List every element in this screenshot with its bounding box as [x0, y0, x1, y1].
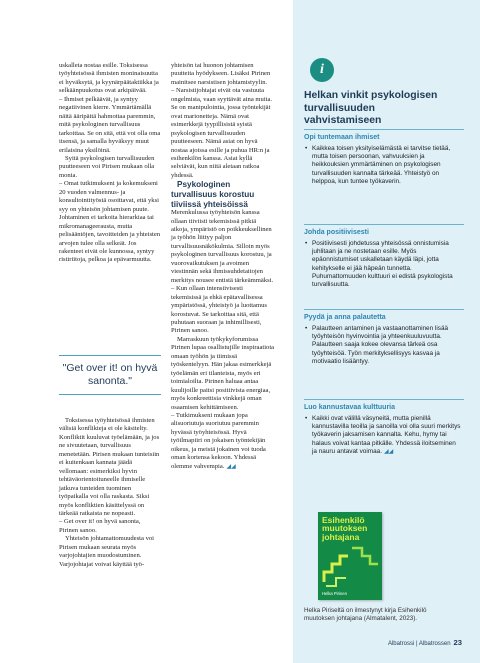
sidebar-section-heading: Luo kannustavaa kulttuuria [304, 404, 396, 411]
article-paragraph: Yhteisön johtamattomuudesta voi Pirisen mukaan seurata myös varjojohtajien muodostuminen. Varjojohtajat voivat käyttää työ- [59, 535, 155, 568]
divider [304, 309, 464, 310]
list-item [304, 415, 462, 456]
sidebar-list [304, 415, 462, 456]
end-mark-icon: ◢◢ [226, 462, 236, 470]
magazine-name: Albatrossi | Albatrossen [387, 641, 451, 647]
sidebar-section-heading: Johda positiivisesti [304, 229, 369, 236]
article-paragraph: – Get over it! on hyvä sanonta, Pirinen sanoo. [59, 518, 141, 534]
book-caption: Helka Piriseltä on ilmestynyt kirja Esihenkilö muutoksen johtajana (Almatalent, 2023). [304, 607, 427, 622]
article-paragraph: Toksisessa työyhteisössä ihmisten välisiä konflikteja ei ole käsitelty. Konfliktit kuuluvat työelämään, ja jos ne sivuutetaan, turvallisuus menetetään. Pirisen mukaan tunteisiin ei kuitenkaan kannata jäädä vellomaan: esimerkiksi hyvin tehtäväorientoituneelle ihmiselle jatkuva tunteiden tuominen työpaikalla voi olla raskasta. Siksi myös konfliktien käsittelyssä on tärkeää ratkaista ne nopeasti. [59, 417, 160, 517]
section-subheading: Psykologinen turvallisuus korostuu tiiviissä yhteisöissä [171, 180, 255, 209]
list-item: • Positiivisesti johdetussa yhteisössä onnistumisia juhlitaan ja ne nostetaan esille. Myös epäonnistumiset uskalletaan käydä läpi, jotta kehitykselle ei jää häpeän tunnetta. Puhumattomuuden kulttuuri ei edistä psykologista turvallisuutta. [304, 240, 462, 289]
sidebar-list [304, 145, 462, 186]
pull-quote: "Get over it! on hyvä sanonta." [59, 355, 161, 395]
page-number: 23 [453, 638, 462, 647]
book-cover-author: Helka Pirinen [322, 591, 347, 596]
article-column-1-continued [59, 417, 161, 569]
article-paragraph: – Omat tutkimukseni ja kokemukseni 20 vuoden valmennus- ja konsultointityöstä osoittavat, että yksi syy on yhteisön johtamisen puute. Johtaminen ei tarkoita hierarkiaa tai mikromanageerausta, mutta pelisääntöjen, tavoitteiden ja yhteisten arvojen tulee olla selkeät. Jos rakenteet eivät ole kunnossa, syntyy ristiriitoja, pelkoa ja epävarmuutta. [59, 180, 161, 264]
sidebar-title: Helkan vinkit psykologisen turvallisuuden vahvistamiseen [304, 90, 438, 126]
article-paragraph: – Ihmiset pelkäävät, ja syntyy negatiivinen kierre. Ymmärtämällä näitä ääripäitä hahmottaa paremmin, mitä psykologinen turvallisuus tarkoittaa. Se on sitä, että voi olla oma itsensä, ja samalla hyväksyy muut erilaisina yksilöinä. [59, 95, 161, 154]
sidebar-list [304, 325, 462, 366]
sidebar-section-heading: Pyydä ja anna palautetta [304, 314, 386, 321]
article-paragraph: – Narsistijohtajat eivät ota vastuuta ongelmista, vaan syyttävät aina muita. Se on manipulointia, jossa työntekijät ovat marionetteja. Nämä ovat esimerkkejä tyypillisistä syistä psykologisen turvallisuuden puutteeseen. Nämä asiat on hyvä nostaa ajoissa esille ja puhua HR:n ja esihenkilön kanssa. Asiat kyllä selviävät, kun niitä aletaan ratkoa yhdessä. [171, 87, 273, 179]
sidebar-section-heading: Opi tuntemaan ihmiset [304, 134, 380, 141]
book-cover-title: Esihenkilö muutoksen johtajana [322, 515, 368, 542]
article-paragraph: yhteisön tai huonon johtamisen puutteita hyödykseen. Lisäksi Pirinen mainitsee narsistisen johtamistyylin. [171, 62, 271, 86]
divider [304, 129, 464, 130]
book-cover-graphic [318, 542, 382, 588]
sidebar-list [304, 240, 462, 289]
article-paragraph [171, 412, 275, 471]
article-column-2 [171, 62, 275, 471]
list-item: • Palautteen antaminen ja vastaanottaminen lisää työyhteisön hyvinvointia ja yhteenkuuluvuutta. Palautteen saaja kokee olevansa tärkeä osa työyhteisöä. Työn merkityksellisyys kasvaa ja motivaatio lisääntyy. [304, 325, 462, 366]
divider [304, 399, 464, 400]
article-last-text: – Tutkimukseni mukaan jopa alisuoriutuja suoriutuu paremmin hyvässä työyhteisössä. Hyvä työilmapiiri on jokaisen työntekijän oikeus, ja meistä jokainen voi tuoda oman kortensa kekoon. Yhdessä olemme vahvempia. [171, 412, 266, 470]
article-paragraph: uskalleta nostaa esille. Toksisessa työyhteisössä ihmisten moninaisuutta ei hyväksytä, ja kyynärpäätaktiikka ja selkäänpuukotus ovat arkipäivää. [59, 62, 159, 95]
divider [304, 224, 464, 225]
end-mark-icon: ◢◢ [384, 447, 394, 455]
book-cover-image [318, 512, 382, 600]
article-paragraph: Marraskuun työkykyforumissa Pirinen lupaa osallistujille inspiraatiota omaan työhön ja tiimissä työskentelyyn. Hän jakaa esimerkkejä työelämän eri tilanteista, myös eri toimialoilta. Pirinen haluaa antaa kuulijoille paitsi positiivista energiaa, myös konkreettisia vinkkejä oman osaamisen kehittämiseen. [171, 335, 275, 411]
article-paragraph: Merenkulussa työyhteisön kanssa ollaan tiiviisti tekemisissä pitkiä aikoja, ympäristö on poikkeuksellinen ja työhön liittyy paljon turvallisuusnäkökulmia. Silloin myös psykologinen turvallisuus korostuu, ja vuorovaikutuksen ja avoimen viestinnän sekä ihmissuhdetaitojen merkitys nousee entistä tärkeämmäksi. [171, 209, 274, 284]
list-item-text: Kaikki ovat välillä väsyneitä, mutta pienillä kannustavilla teoilla ja sanoilla voi olla suuri merkitys työkaverin jaksamisen kannalta. Kehu, hymy tai halaus voivat kantaa pitkälle. Yhdessä iloitseminen ja nauru antavat voimaa. [312, 415, 461, 455]
article-paragraph: – Kun ollaan intensiivisesti tekemisissä ja ehkä epätavallisessa ympäristössä, yhteistyö ja luottamus korostuvat. Se tarkoittaa sitä, että puhutaan suoraan ja inhimillisesti, Pirinen sanoo. [171, 285, 267, 335]
info-icon: i [310, 58, 334, 82]
page-footer [388, 638, 462, 647]
list-item: • Kaikkea toisen yksityiselämästä ei tarvitse tietää, mutta toisen persoonan, vahvuuksien ja heikkouksien ymmärtäminen on psykologisen turvallisuuden kannalta tärkeää. Yhteistyö on helppoa, kun tuntee työkaverin. [304, 145, 462, 186]
article-column-1 [59, 62, 161, 265]
article-paragraph: Syitä psykologisen turvallisuuden puutteeseen voi Pirisen mukaan olla monia. [59, 154, 155, 179]
